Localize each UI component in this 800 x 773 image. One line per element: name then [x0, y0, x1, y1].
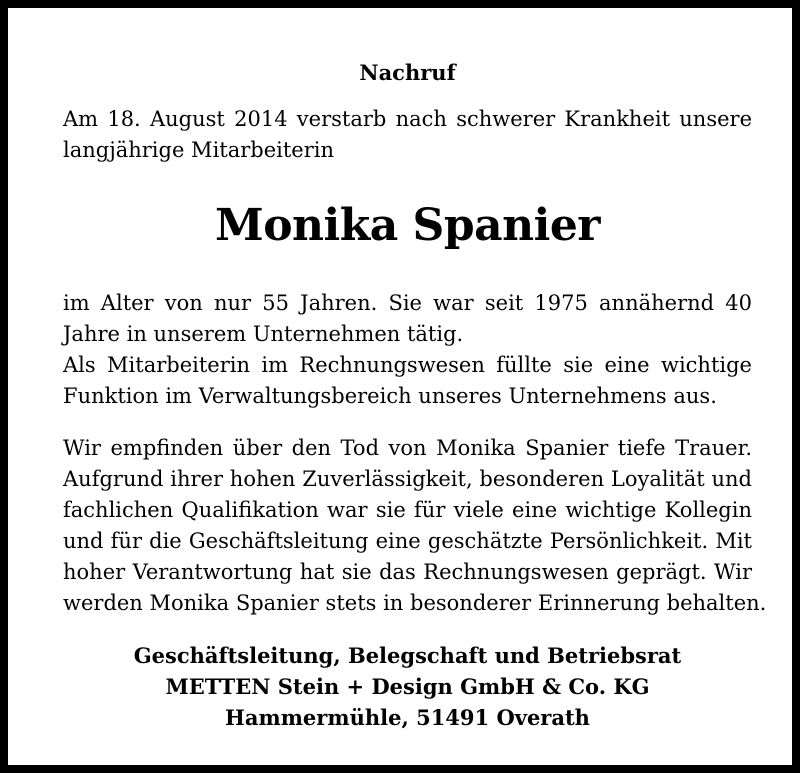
- tribute-line: Aufgrund ihrer hohen Zuverlässigkeit, besonderen Loyalität und: [63, 467, 752, 491]
- biography-paragraph: [63, 288, 752, 412]
- signature-line: METTEN Stein + Design GmbH & Co. KG: [165, 674, 650, 699]
- intro-paragraph: [63, 104, 752, 166]
- tribute-paragraph: [63, 433, 767, 619]
- intro-line: Am 18. August 2014 verstarb nach schwerer Krankheit unsere: [63, 107, 752, 131]
- biography-line: Jahre in unserem Unternehmen tätig.: [63, 322, 464, 346]
- signature-line: Hammermühle, 51491 Overath: [225, 705, 590, 730]
- intro-line: langjährige Mitarbeiterin: [63, 138, 335, 162]
- signature-block: [63, 640, 752, 733]
- tribute-line: hoher Verantwortung hat sie das Rechnungswesen geprägt. Wir: [63, 560, 752, 584]
- tribute-line: und für die Geschäftsleitung eine geschätzte Persönlichkeit. Mit: [63, 529, 752, 553]
- biography-line: im Alter von nur 55 Jahren. Sie war seit 1975 annähernd 40: [63, 291, 752, 315]
- tribute-line: werden Monika Spanier stets in besonderer Erinnerung behalten.: [63, 591, 767, 615]
- tribute-line: fachlichen Qualifikation war sie für viele eine wichtige Kollegin: [63, 498, 752, 522]
- obituary-heading: Nachruf: [359, 60, 456, 85]
- signature-line: Geschäftsleitung, Belegschaft und Betriebsrat: [133, 643, 682, 668]
- deceased-name: Monika Spanier: [214, 200, 600, 251]
- biography-line: Als Mitarbeiterin im Rechnungswesen füllte sie eine wichtige: [63, 353, 752, 377]
- biography-line: Funktion im Verwaltungsbereich unseres Unternehmens aus.: [63, 384, 717, 408]
- tribute-line: Wir empfinden über den Tod von Monika Spanier tiefe Trauer.: [63, 436, 752, 460]
